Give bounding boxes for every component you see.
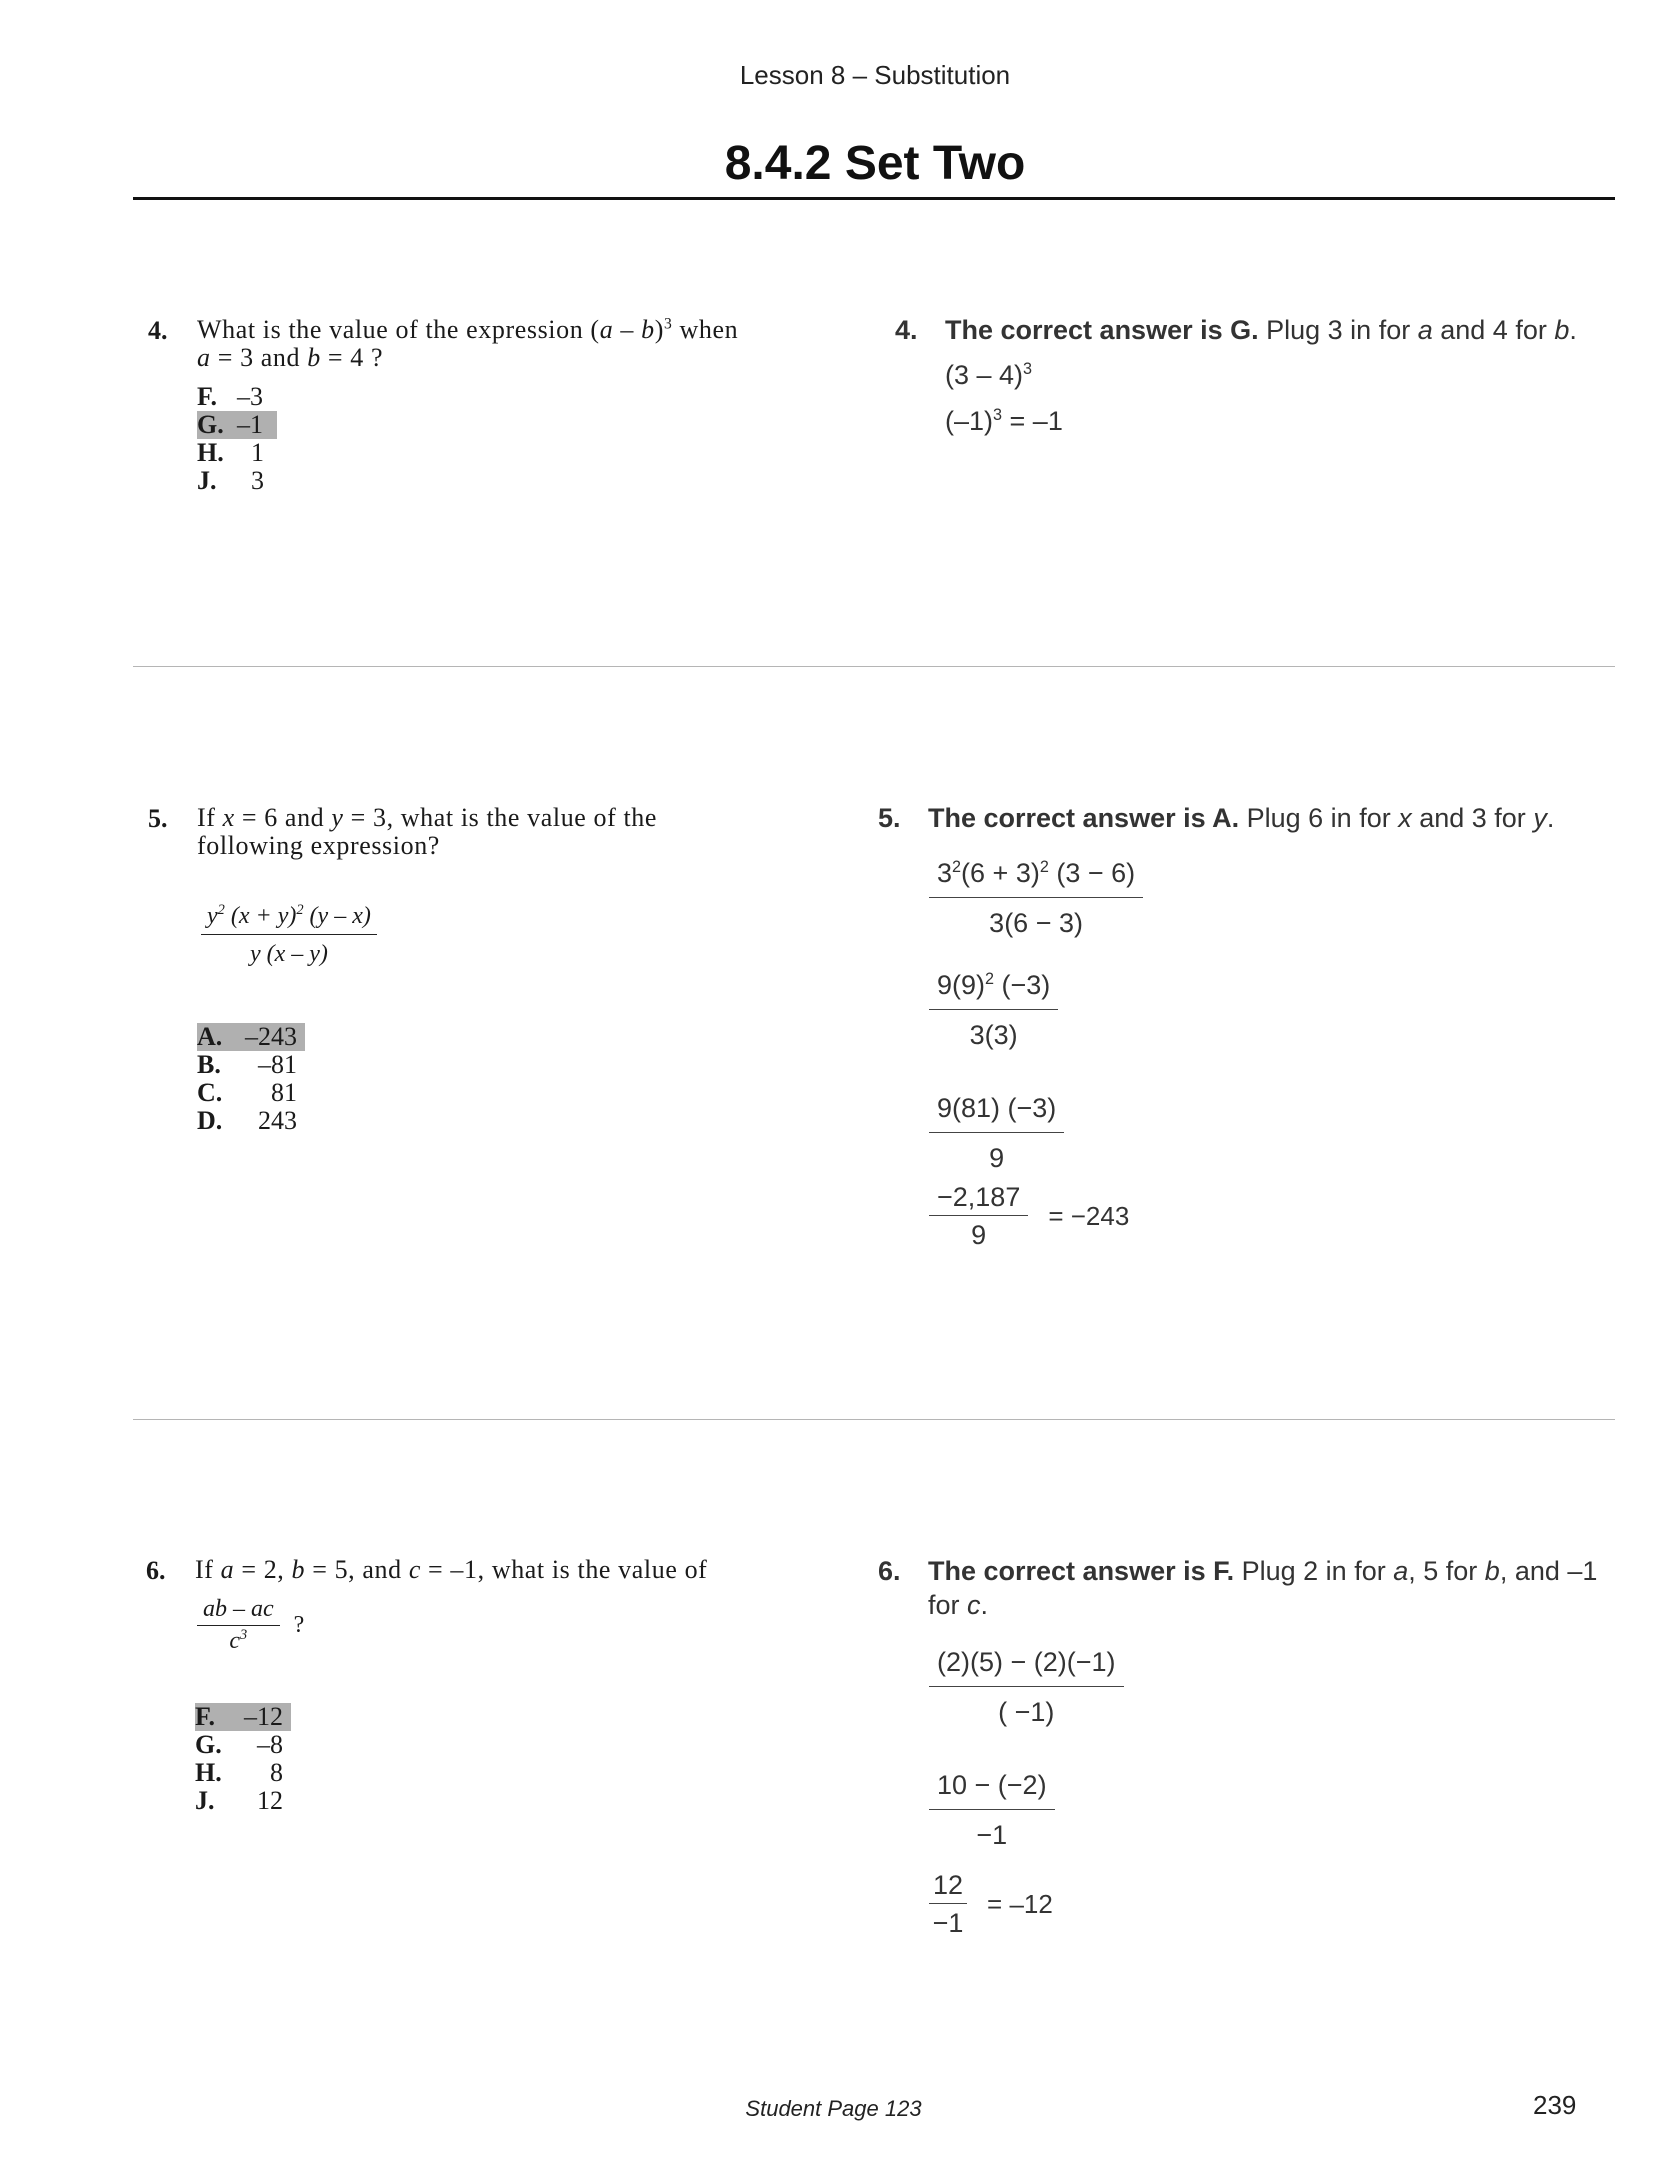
a5-work-step4: $\frac{-2,187}{9}$ = −243: [929, 1182, 1129, 1251]
q4-question-line1: What is the value of the expression (a – b)$^3$ when: [197, 315, 739, 344]
q6-choice-f-correct[interactable]: F. –12: [195, 1703, 291, 1731]
q5-expression-numerator: $y^2$ $(x + y)^2$ (y – x): [201, 903, 377, 935]
q6-question: If a = 2, b = 5, and c = –1, what is the value of: [195, 1555, 708, 1584]
a5-explanation: The correct answer is A. Plug 6 in for x and 3 for y.: [928, 803, 1555, 833]
q5-choice-c[interactable]: C. 81: [197, 1078, 297, 1107]
q5-question: [197, 804, 837, 860]
q6-number: 6.: [146, 1556, 166, 1585]
q5-question-line1: If x = 6 and y = 3, what is the value of the: [197, 803, 658, 832]
q6-expression-fraction: [197, 1596, 280, 1655]
page-title: 8.4.2 Set Two: [724, 137, 1026, 190]
page-number: 239: [1533, 2090, 1577, 2120]
a5-work-step2: $\frac{9(9)^2 (-3)}{3(3)}$: [929, 970, 1058, 1051]
q5-question-line2: following expression?: [197, 831, 440, 860]
a4-explanation: The correct answer is G. Plug 3 in for a and 4 for b.: [945, 315, 1577, 345]
q4-choice-f[interactable]: F. –3: [197, 382, 263, 411]
q6-choice-j[interactable]: J. 12: [195, 1786, 283, 1815]
q6-expression-denominator: $c^3$: [229, 1627, 248, 1654]
q6-choices: [195, 1703, 291, 1815]
lesson-heading: Lesson 8 – Substitution: [739, 60, 1011, 90]
a5-number: 5.: [878, 803, 901, 833]
a6-work-step2: $\frac{10 - (-2)}{-1}$: [929, 1770, 1055, 1851]
a4-work-step2: $(-1)^3 = -1$: [945, 406, 1063, 436]
a4-number: 4.: [895, 315, 918, 345]
q5-choice-b[interactable]: B. –81: [197, 1050, 297, 1079]
q6-expression: $\frac{ab - ac}{c^3}$ ?: [197, 1596, 304, 1655]
q6-expression-numerator: ab – ac: [197, 1596, 280, 1626]
q5-expression-fraction: [201, 903, 377, 968]
q5-choices: [197, 1023, 305, 1135]
q4-choice-j[interactable]: J. 3: [197, 466, 264, 495]
q4-question: [197, 316, 837, 372]
q5-choice-a-correct[interactable]: A. –243: [197, 1023, 305, 1051]
student-page-reference: Student Page 123: [745, 2096, 922, 2121]
a4-work-step1: (3 – 4)$^3$: [945, 360, 1033, 390]
q4-choice-h[interactable]: H. 1: [197, 438, 264, 467]
q4-number: 4.: [148, 316, 168, 345]
section-divider: [133, 1419, 1615, 1420]
a5-work-step3: $\frac{9(81) (-3)}{9}$: [929, 1093, 1064, 1174]
q5-number: 5.: [148, 804, 168, 833]
a6-work-step1: $\frac{(2)(5) - (2)(-1)}{( -1)}$: [929, 1647, 1124, 1728]
q5-expression-denominator: y (x – y): [249, 941, 328, 967]
q6-choice-h[interactable]: H. 8: [195, 1758, 283, 1787]
q4-choices: [197, 383, 277, 495]
a6-number: 6.: [878, 1556, 901, 1586]
q5-choice-d[interactable]: D. 243: [197, 1106, 297, 1135]
q4-choice-g-correct[interactable]: G. –1: [197, 411, 277, 439]
a6-explanation: The correct answer is F. Plug 2 in for a, 5 for b, and –1 for c.: [928, 1556, 1598, 1620]
section-divider: [133, 666, 1615, 667]
q5-expression: [201, 903, 377, 968]
title-rule: [133, 197, 1615, 200]
a5-work-step1: $\frac{3^2(6 + 3)^2 (3 - 6)}{3(6 - 3)}$: [929, 858, 1143, 939]
q6-choice-g[interactable]: G. –8: [195, 1730, 283, 1759]
q4-question-line2: a = 3 and b = 4 ?: [197, 343, 384, 372]
a6-work-step3: $\frac{12}{-1}$ = –12: [929, 1870, 1053, 1939]
